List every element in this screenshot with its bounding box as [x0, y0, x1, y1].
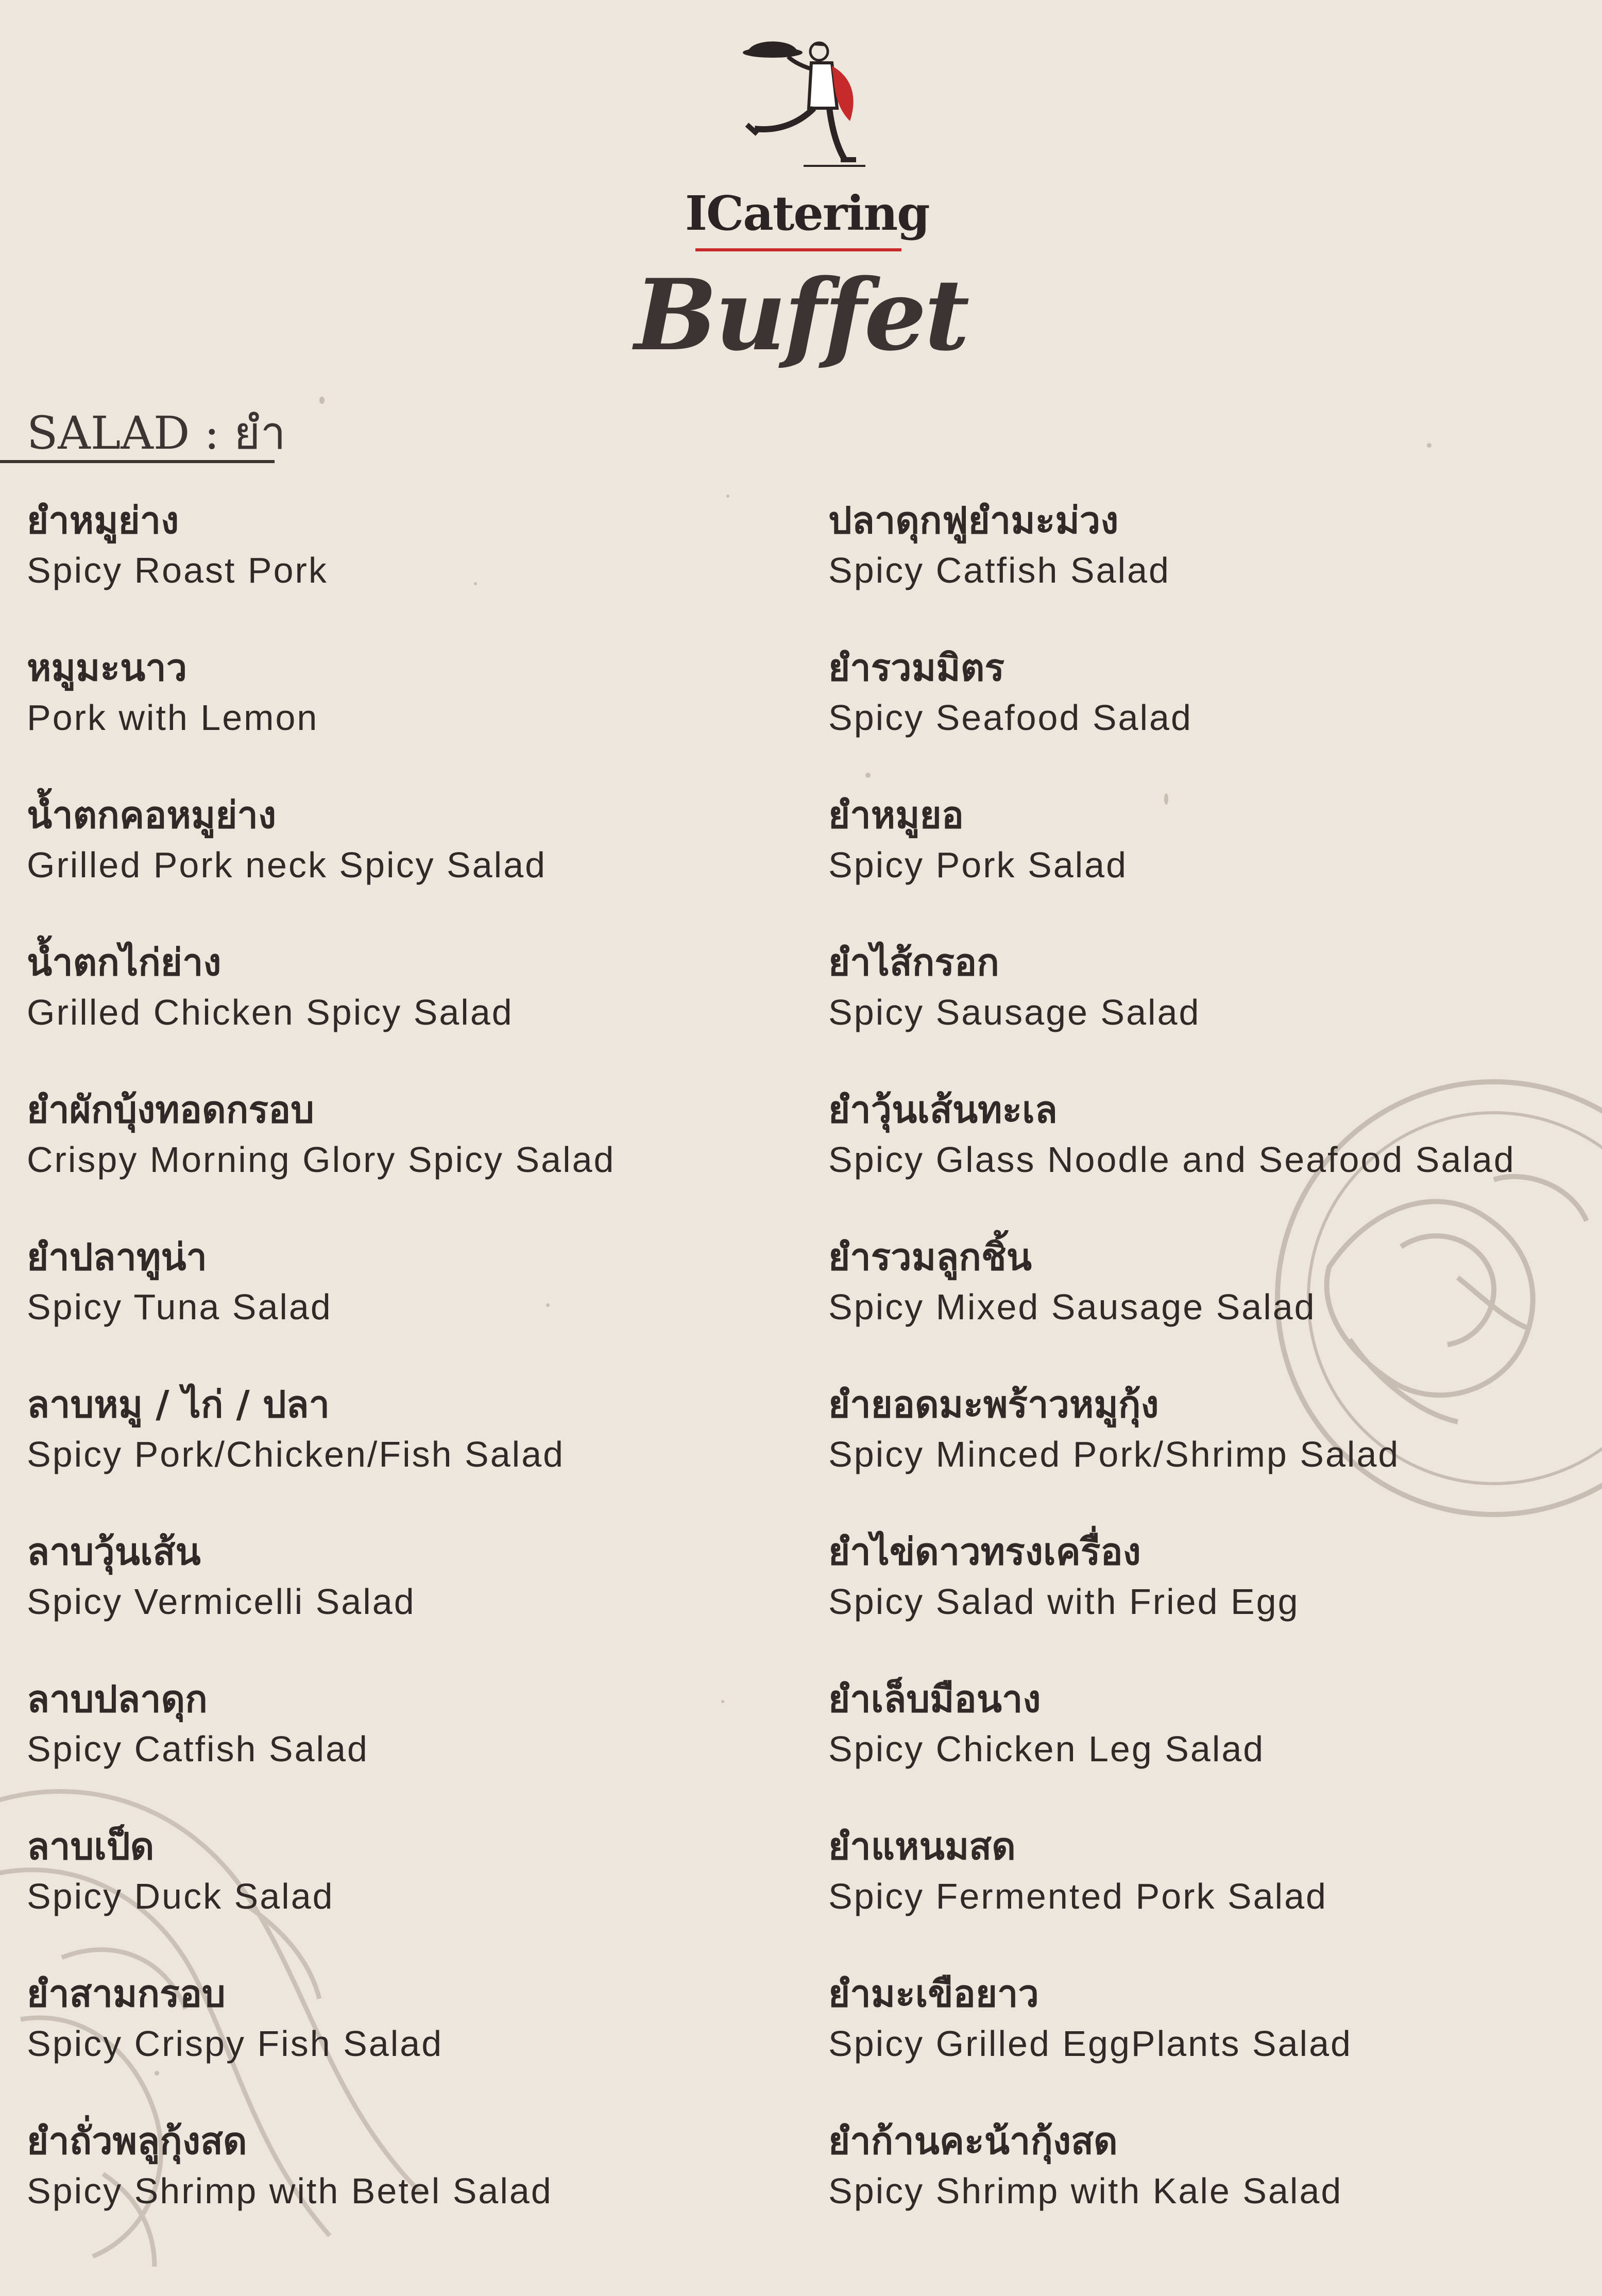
- menu-item-thai: ลาบเป็ด: [27, 1825, 155, 1868]
- menu-item: [27, 1526, 799, 1673]
- menu-item-thai: ยำปลาทูน่า: [27, 1235, 207, 1279]
- menu-item-english: Spicy Chicken Leg Salad: [828, 1729, 1265, 1769]
- menu-item: [27, 1231, 799, 1379]
- menu-item: [27, 1379, 799, 1526]
- menu-item-thai: น้ำตกคอหมูย่าง: [27, 793, 277, 837]
- menu-item: [27, 1821, 799, 1968]
- menu-item-thai: ยำผักบุ้งทอดกรอบ: [27, 1088, 314, 1131]
- menu-item-thai: ลาบปลาดุก: [27, 1677, 208, 1721]
- menu-item-english: Spicy Pork Salad: [828, 845, 1128, 885]
- menu-item: [27, 1968, 799, 2115]
- menu-item-thai: ยำไข่ดาวทรงเครื่อง: [828, 1530, 1141, 1573]
- menu-item: [828, 2115, 1601, 2263]
- menu-item-thai: ยำมะเขือยาว: [828, 1972, 1039, 2015]
- menu-item-english: Spicy Salad with Fried Egg: [828, 1581, 1300, 1622]
- menu-column-left: [27, 495, 799, 2263]
- menu-item: [828, 789, 1601, 937]
- menu-item-english: Spicy Shrimp with Kale Salad: [828, 2171, 1343, 2211]
- menu-item: [27, 937, 799, 1084]
- menu-item: [828, 1231, 1601, 1379]
- brand-logo: [685, 31, 929, 241]
- menu-item-english: Spicy Mixed Sausage Salad: [828, 1287, 1316, 1327]
- menu-item-english: Spicy Seafood Salad: [828, 698, 1192, 738]
- menu-item-thai: ยำไส้กรอก: [828, 941, 999, 984]
- menu-item-english: Spicy Shrimp with Betel Salad: [27, 2171, 553, 2211]
- menu-item-thai: ยำรวมลูกชิ้น: [828, 1235, 1032, 1279]
- menu-item-thai: ยำหมูย่าง: [27, 499, 179, 542]
- menu-item-english: Spicy Glass Noodle and Seafood Salad: [828, 1140, 1515, 1180]
- menu-item-english: Grilled Pork neck Spicy Salad: [27, 845, 547, 885]
- menu-item-thai: ยำสามกรอบ: [27, 1972, 226, 2015]
- menu-item: [27, 2115, 799, 2263]
- menu-item: [27, 495, 799, 642]
- menu-item-english: Spicy Crispy Fish Salad: [27, 2023, 444, 2064]
- menu-item-english: Spicy Catfish Salad: [828, 550, 1170, 590]
- menu-item: [828, 642, 1601, 789]
- menu-item: [27, 1673, 799, 1821]
- menu-item-thai: ยำแหนมสด: [828, 1825, 1016, 1868]
- section-divider: [0, 460, 275, 463]
- menu-item: [828, 1673, 1601, 1821]
- menu-item-english: Spicy Fermented Pork Salad: [828, 1876, 1327, 1916]
- menu-item-english: Grilled Chicken Spicy Salad: [27, 992, 514, 1032]
- menu-item: [828, 495, 1601, 642]
- menu-item-english: Spicy Tuna Salad: [27, 1287, 332, 1327]
- menu-item-english: Spicy Catfish Salad: [27, 1729, 369, 1769]
- menu-item: [828, 937, 1601, 1084]
- menu-item-thai: ยำเล็บมือนาง: [828, 1677, 1041, 1721]
- brand-name: ICatering: [685, 185, 929, 241]
- menu-item-english: Spicy Duck Salad: [27, 1876, 334, 1916]
- brand-underline: [695, 248, 901, 251]
- menu-item: [828, 1379, 1601, 1526]
- menu-item-thai: ยำก้านคะน้ากุ้งสด: [828, 2119, 1118, 2163]
- menu-item: [828, 1968, 1601, 2115]
- section-title: SALAD : ยำ: [27, 406, 286, 460]
- menu-item: [27, 789, 799, 937]
- menu-item: [828, 1526, 1601, 1673]
- menu-item: [27, 1084, 799, 1231]
- menu-item-thai: ลาบหมู / ไก่ / ปลา: [27, 1383, 330, 1426]
- menu-item-thai: ยำรวมมิตร: [828, 646, 1005, 689]
- menu-item-english: Crispy Morning Glory Spicy Salad: [27, 1140, 616, 1180]
- menu-item-thai: ลาบวุ้นเส้น: [27, 1530, 201, 1573]
- menu-item: [27, 642, 799, 789]
- menu-item-thai: ยำวุ้นเส้นทะเล: [828, 1088, 1058, 1131]
- menu-item-thai: ยำถั่วพลูกุ้งสด: [27, 2119, 247, 2163]
- menu-item-english: Spicy Grilled EggPlants Salad: [828, 2023, 1352, 2064]
- menu-item-english: Spicy Minced Pork/Shrimp Salad: [828, 1434, 1400, 1474]
- menu-item-thai: ปลาดุกฟูยำมะม่วง: [828, 499, 1119, 542]
- menu-item-thai: ยำยอดมะพร้าวหมูกุ้ง: [828, 1383, 1159, 1426]
- menu-item: [828, 1084, 1601, 1231]
- menu-item-thai: ยำหมูยอ: [828, 793, 964, 837]
- waiter-icon: [726, 31, 871, 175]
- menu-item-english: Spicy Roast Pork: [27, 550, 328, 590]
- menu-item-english: Spicy Vermicelli Salad: [27, 1581, 416, 1622]
- page-title: Buffet: [634, 258, 968, 372]
- menu-item-thai: หมูมะนาว: [27, 646, 188, 689]
- menu-item: [828, 1821, 1601, 1968]
- menu-item-english: Pork with Lemon: [27, 698, 319, 738]
- menu-item-thai: น้ำตกไก่ย่าง: [27, 941, 221, 984]
- menu-column-right: [828, 495, 1601, 2263]
- menu-item-english: Spicy Pork/Chicken/Fish Salad: [27, 1434, 565, 1474]
- menu-item-english: Spicy Sausage Salad: [828, 992, 1201, 1032]
